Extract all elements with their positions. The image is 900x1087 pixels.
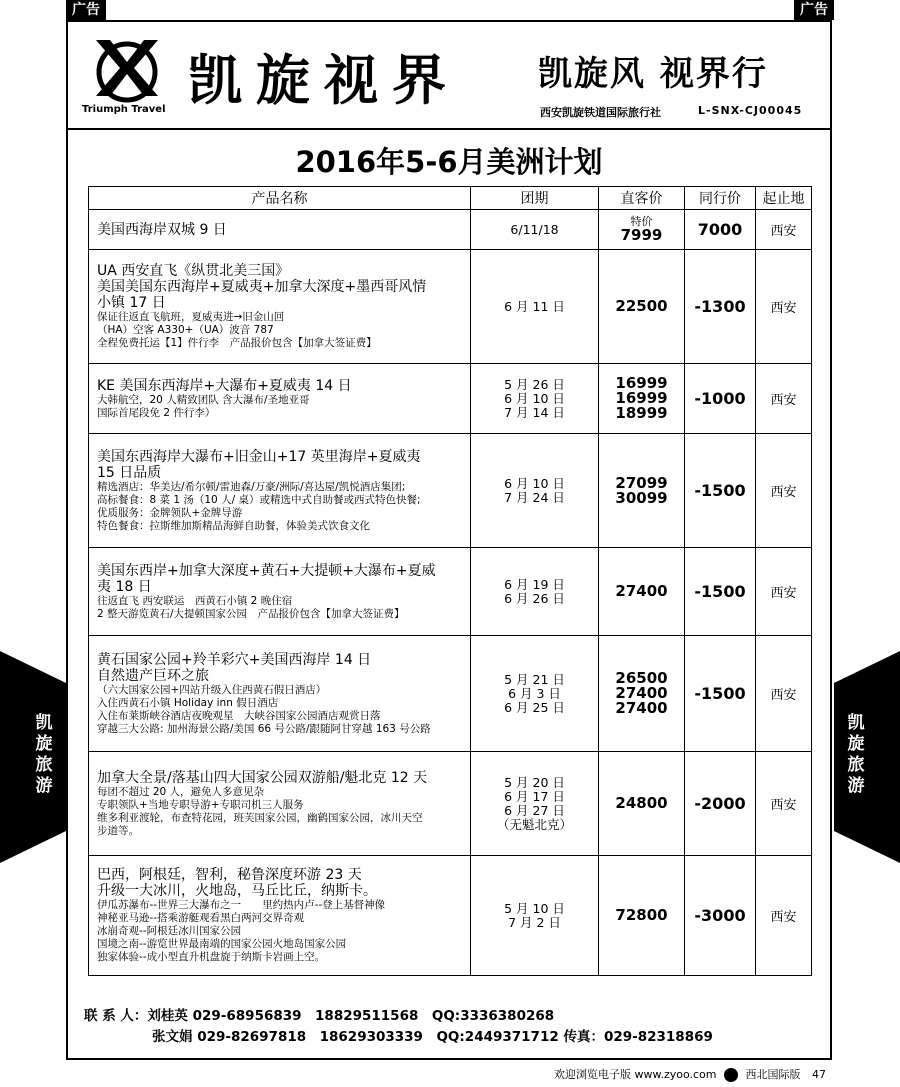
tour-table: [88, 186, 812, 976]
origin-cell: 西安: [756, 636, 812, 752]
retail-price: 27400: [615, 699, 668, 717]
retail-price: 72800: [615, 906, 668, 924]
product-title-line: KE 美国东西海岸+大瀑布+夏威夷 14 日: [97, 377, 352, 394]
product-cell: [89, 434, 471, 548]
side-label-left: 凯旋旅游: [35, 713, 53, 796]
retail-price-cell: [599, 364, 685, 434]
peer-price-cell: 7000: [685, 210, 756, 250]
product-detail-line: 入住布莱斯峡谷酒店夜晚观星 大峡谷国家公园酒店观赏日落: [97, 709, 381, 722]
dates-cell: [471, 210, 599, 250]
product-detail-line: （六大国家公园+四站升级入住西黄石假日酒店）: [97, 683, 327, 696]
ad-frame: [66, 20, 832, 1060]
header-peer-price: 同行价: [685, 187, 756, 210]
table-header-row: [89, 187, 812, 210]
product-cell: [89, 250, 471, 364]
dates-cell: [471, 548, 599, 636]
tour-date: 5 月 10 日: [504, 900, 565, 916]
product-detail-line: 神秘亚马逊--搭乘游艇观看黑白两河交界奇观: [97, 912, 305, 924]
product-title-line: 自然遗产巨环之旅: [97, 667, 209, 684]
retail-price: 30099: [615, 488, 668, 507]
product-title-line: 美国西海岸双城 9 日: [97, 221, 227, 238]
page-number: 47: [812, 1068, 826, 1081]
table-row: [89, 752, 812, 856]
retail-price-cell: [599, 548, 685, 636]
product-title-line: 巴西，阿根廷，智利，秘鲁深度环游 23 天: [97, 867, 362, 883]
tour-date: 6 月 11 日: [504, 298, 565, 314]
tour-date: 6 月 26 日: [504, 590, 565, 606]
peer-price-cell: -1500: [685, 548, 756, 636]
product-detail-line: 步道等。: [97, 824, 139, 837]
tour-date: 6 月 10 日: [504, 475, 565, 491]
contact-row-1: 联 系 人：刘桂英 029-68956839 18829511568 QQ:3336380268: [84, 1008, 555, 1024]
product-detail-line: 全程免费托运【1】件行李 产品报价包含【加拿大签证费】: [97, 337, 377, 349]
product-detail-line: 国境之南--游览世界最南端的国家公园火地岛国家公园: [97, 938, 347, 950]
dates-cell: [471, 364, 599, 434]
ad-label-left: 广告: [66, 0, 106, 20]
product-detail-line: 维多利亚渡轮，布查特花园，班芙国家公园，幽鹤国家公园，冰川天空: [97, 811, 423, 824]
product-cell: [89, 548, 471, 636]
header-product: 产品名称: [89, 187, 471, 210]
triumph-logo-icon: [92, 34, 162, 104]
product-title-line: 升级一大冰川，火地岛，马丘比丘，纳斯卡。: [97, 883, 377, 899]
origin-cell: 西安: [756, 856, 812, 976]
footer-section: 西北国际版: [745, 1068, 801, 1081]
dates-cell: [471, 856, 599, 976]
slogan: 凯旋风 视界行: [538, 54, 768, 94]
retail-price-cell: [599, 250, 685, 364]
product-title-line: UA 西安直飞《纵贯北美三国》: [97, 263, 290, 279]
retail-price: 7999: [620, 226, 663, 244]
retail-price: 24800: [615, 794, 668, 812]
product-title-line: 美国东西海岸大瀑布+旧金山+17 英里海岸+夏威夷: [97, 448, 421, 465]
product-detail-line: 国际首尾段免 2 件行李）: [97, 406, 216, 419]
product-detail-line: 入住西黄石小镇 Holiday inn 假日酒店: [97, 696, 279, 709]
logo-text: Triumph Travel: [82, 104, 166, 115]
retail-price: 16999: [615, 389, 668, 407]
product-title-line: 黄石国家公园+羚羊彩穴+美国西海岸 14 日: [97, 651, 372, 668]
product-detail-line: 冰崩奇观--阿根廷冰川国家公园: [97, 925, 242, 937]
product-title-line: 美国美国东西海岸+夏威夷+加拿大深度+墨西哥风情: [97, 279, 427, 295]
brand-name: 凯旋视界: [188, 48, 460, 112]
origin-cell: 西安: [756, 364, 812, 434]
product-detail-line: 特色餐食：拉斯维加斯精品海鲜自助餐，体验美式饮食文化: [97, 519, 370, 532]
retail-price: 16999: [615, 374, 668, 392]
peer-price-cell: -1500: [685, 636, 756, 752]
product-title-line: 加拿大全景/落基山四大国家公园双游船/魁北克 12 天: [97, 769, 428, 786]
contact-row-2: 张文娟 029-82697818 18629303339 QQ:2449371712 传真：029-82318869: [152, 1029, 713, 1045]
product-title-line: 15 日品质: [97, 464, 162, 481]
agency-name: 西安凯旋铁道国际旅行社: [540, 106, 661, 119]
product-detail-line: 穿越三大公路: 加州海景公路/美国 66 号公路/跟随阿甘穿越 163 号公路: [97, 722, 431, 735]
dates-cell: [471, 250, 599, 364]
product-detail-line: 往返直飞 西安联运 西黄石小镇 2 晚住宿: [97, 594, 293, 607]
table-row: [89, 210, 812, 250]
tour-date: 6 月 27 日: [504, 802, 565, 818]
table-row: [89, 856, 812, 976]
retail-price-cell: [599, 752, 685, 856]
table-row: [89, 636, 812, 752]
dates-cell: [471, 636, 599, 752]
dates-cell: [471, 752, 599, 856]
table-row: [89, 548, 812, 636]
product-cell: [89, 752, 471, 856]
header: [68, 22, 830, 130]
tour-date: 6 月 17 日: [504, 788, 565, 804]
peer-price-cell: -1000: [685, 364, 756, 434]
product-title-line: 小镇 17 日: [97, 295, 166, 311]
peer-price-cell: -2000: [685, 752, 756, 856]
product-detail-line: 保证往返直飞航班，夏威夷进→旧金山回: [97, 311, 285, 323]
product-cell: [89, 210, 471, 250]
seal-icon: [724, 1068, 738, 1082]
tour-date: 6 月 25 日: [504, 699, 565, 715]
retail-price: 27400: [615, 684, 668, 702]
origin-cell: 西安: [756, 210, 812, 250]
origin-cell: 西安: [756, 250, 812, 364]
product-detail-line: 独家体验--成小型直升机盘旋于纳斯卡岩画上空。: [97, 951, 326, 963]
footer: [554, 1066, 826, 1082]
ad-label-right: 广告: [794, 0, 834, 20]
special-price-label: 特价: [630, 215, 653, 228]
tour-date: 6 月 3 日: [508, 685, 561, 701]
tour-date: 7 月 14 日: [504, 404, 565, 420]
retail-price: 22500: [615, 297, 668, 315]
license-number: L-SNX-CJ00045: [698, 104, 803, 117]
peer-price-cell: -1500: [685, 434, 756, 548]
tour-date: 6 月 19 日: [504, 576, 565, 592]
product-detail-line: （HA）空客 A330+（UA）波音 787: [97, 324, 274, 336]
tour-date: 5 月 20 日: [504, 774, 565, 790]
retail-price-cell: [599, 210, 685, 250]
retail-price-cell: [599, 856, 685, 976]
header-retail-price: 直客价: [599, 187, 685, 210]
product-cell: [89, 636, 471, 752]
side-banner-right: [834, 651, 900, 863]
table-row: [89, 434, 812, 548]
contact-info: [84, 1006, 713, 1048]
retail-price: 27400: [615, 582, 668, 600]
product-detail-line: 大韩航空，20 人精致团队 含大瀑布/圣地亚哥: [97, 393, 310, 406]
origin-cell: 西安: [756, 434, 812, 548]
tour-date: （无魁北克）: [496, 816, 572, 832]
table-row: [89, 250, 812, 364]
side-banner-left: [0, 651, 66, 863]
table-row: [89, 364, 812, 434]
product-cell: [89, 856, 471, 976]
page-title: 2016年5-6月美洲计划: [295, 145, 603, 179]
tour-date: 6/11/18: [510, 221, 559, 237]
product-detail-line: 精选酒店：华美达/希尔顿/雷迪森/万豪/洲际/喜达屋/凯悦酒店集团;: [97, 480, 406, 493]
side-label-right: 凯旋旅游: [847, 713, 865, 796]
retail-price-cell: [599, 434, 685, 548]
footer-welcome: 欢迎浏览电子版 www.zyoo.com: [553, 1068, 717, 1081]
tour-date: 7 月 24 日: [504, 489, 565, 505]
product-detail-line: 每团不超过 20 人，避免人多意见杂: [97, 785, 265, 798]
peer-price-cell: -3000: [685, 856, 756, 976]
tour-date: 6 月 10 日: [504, 390, 565, 406]
retail-price: 18999: [615, 404, 668, 422]
product-detail-line: 专职领队+当地专职导游+专职司机三人服务: [97, 798, 304, 811]
product-detail-line: 2 整天游览黄石/大提顿国家公园 产品报价包含【加拿大签证费】: [97, 607, 405, 620]
retail-price: 26500: [615, 669, 668, 687]
product-detail-line: 伊瓜苏瀑布--世界三大瀑布之一 里约热内卢--登上基督神像: [97, 899, 386, 911]
origin-cell: 西安: [756, 752, 812, 856]
retail-price-cell: [599, 636, 685, 752]
product-detail-line: 高标餐食：8 菜 1 汤（10 人/ 桌）或精选中式自助餐或西式特色快餐;: [97, 493, 421, 506]
peer-price-cell: -1300: [685, 250, 756, 364]
origin-cell: 西安: [756, 548, 812, 636]
product-title-line: 美国东西岸+加拿大深度+黄石+大提顿+大瀑布+夏威: [97, 562, 436, 579]
header-dates: 团期: [471, 187, 599, 210]
dates-cell: [471, 434, 599, 548]
product-detail-line: 优质服务：金牌领队+金牌导游: [97, 506, 243, 519]
tour-date: 7 月 2 日: [508, 914, 561, 930]
tour-date: 5 月 26 日: [504, 376, 565, 392]
product-cell: [89, 364, 471, 434]
product-title-line: 夷 18 日: [97, 578, 152, 595]
header-origin: 起止地: [756, 187, 812, 210]
tour-date: 5 月 21 日: [504, 671, 565, 687]
retail-price: 27099: [615, 473, 668, 492]
